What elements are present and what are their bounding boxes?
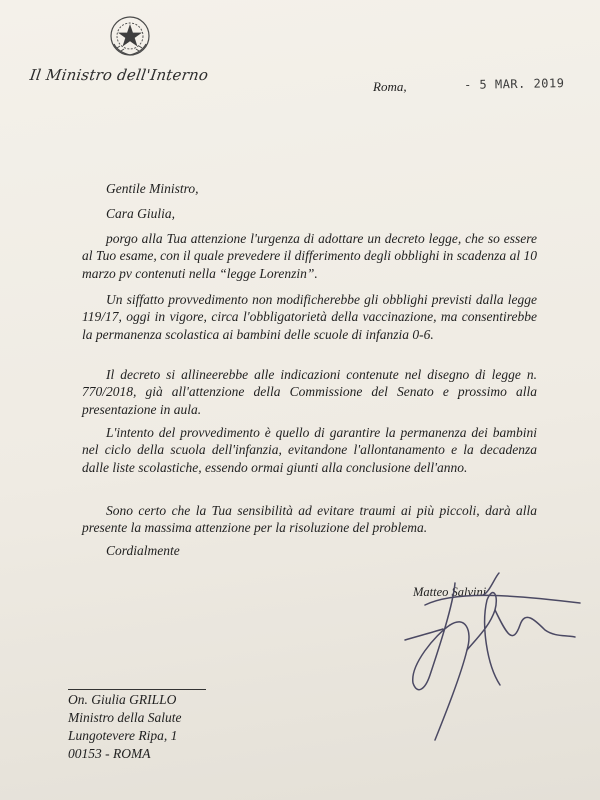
- handwritten-signature-icon: [395, 565, 585, 745]
- letterhead: Il Ministro dell'Interno: [28, 66, 210, 84]
- recipient-street: Lungotevere Ripa, 1: [68, 728, 178, 743]
- address-divider: [68, 689, 206, 690]
- body-paragraph: Un siffatto provvedimento non modificherebbe gli obblighi previsti dalla legge 119/17, oggi in vigore, circa l'obbligatorietà della vaccinazione, ma consentirebbe la permanenza scolastica ai bambini delle scuole di infanzia 0-6.: [82, 292, 537, 342]
- salutation-title: Gentile Ministro,: [106, 181, 199, 196]
- recipient-role: Ministro della Salute: [68, 710, 182, 725]
- salutation-name: Cara Giulia,: [106, 206, 176, 221]
- body-paragraph: Sono certo che la Tua sensibilità ad evitare traumi ai più piccoli, darà alla presente la massima attenzione per la risoluzione del problema.: [82, 503, 537, 536]
- recipient-name: On. Giulia GRILLO: [68, 692, 177, 707]
- closing: Cordialmente: [106, 543, 180, 558]
- italian-republic-emblem-icon: [108, 14, 152, 58]
- date-stamp: - 5 MAR. 2019: [463, 76, 565, 92]
- body-paragraph: Il decreto si allineerebbe alle indicazioni contenute nel disegno di legge n. 770/2018, già all'attenzione della Commissione del Senato e prossimo alla presentazione in aula.: [82, 367, 537, 417]
- place: Roma,: [373, 79, 407, 94]
- recipient-city: 00153 - ROMA: [68, 746, 151, 761]
- body-paragraph: porgo alla Tua attenzione l'urgenza di adottare un decreto legge, che so essere al Tuo esame, con il quale prevedere il differimento degli obblighi in scadenza al 10 marzo pv contenuti nella “legge Lorenzin”.: [82, 231, 537, 281]
- body-paragraph: L'intento del provvedimento è quello di garantire la permanenza dei bambini nel ciclo della scuola dell'infanzia, evitandone l'allontanamento e la decadenza dalle liste scolastiche, essendo ormai giunti alla conclusione dell'anno.: [82, 425, 537, 475]
- signatory-name: Matteo Salvini: [413, 585, 487, 599]
